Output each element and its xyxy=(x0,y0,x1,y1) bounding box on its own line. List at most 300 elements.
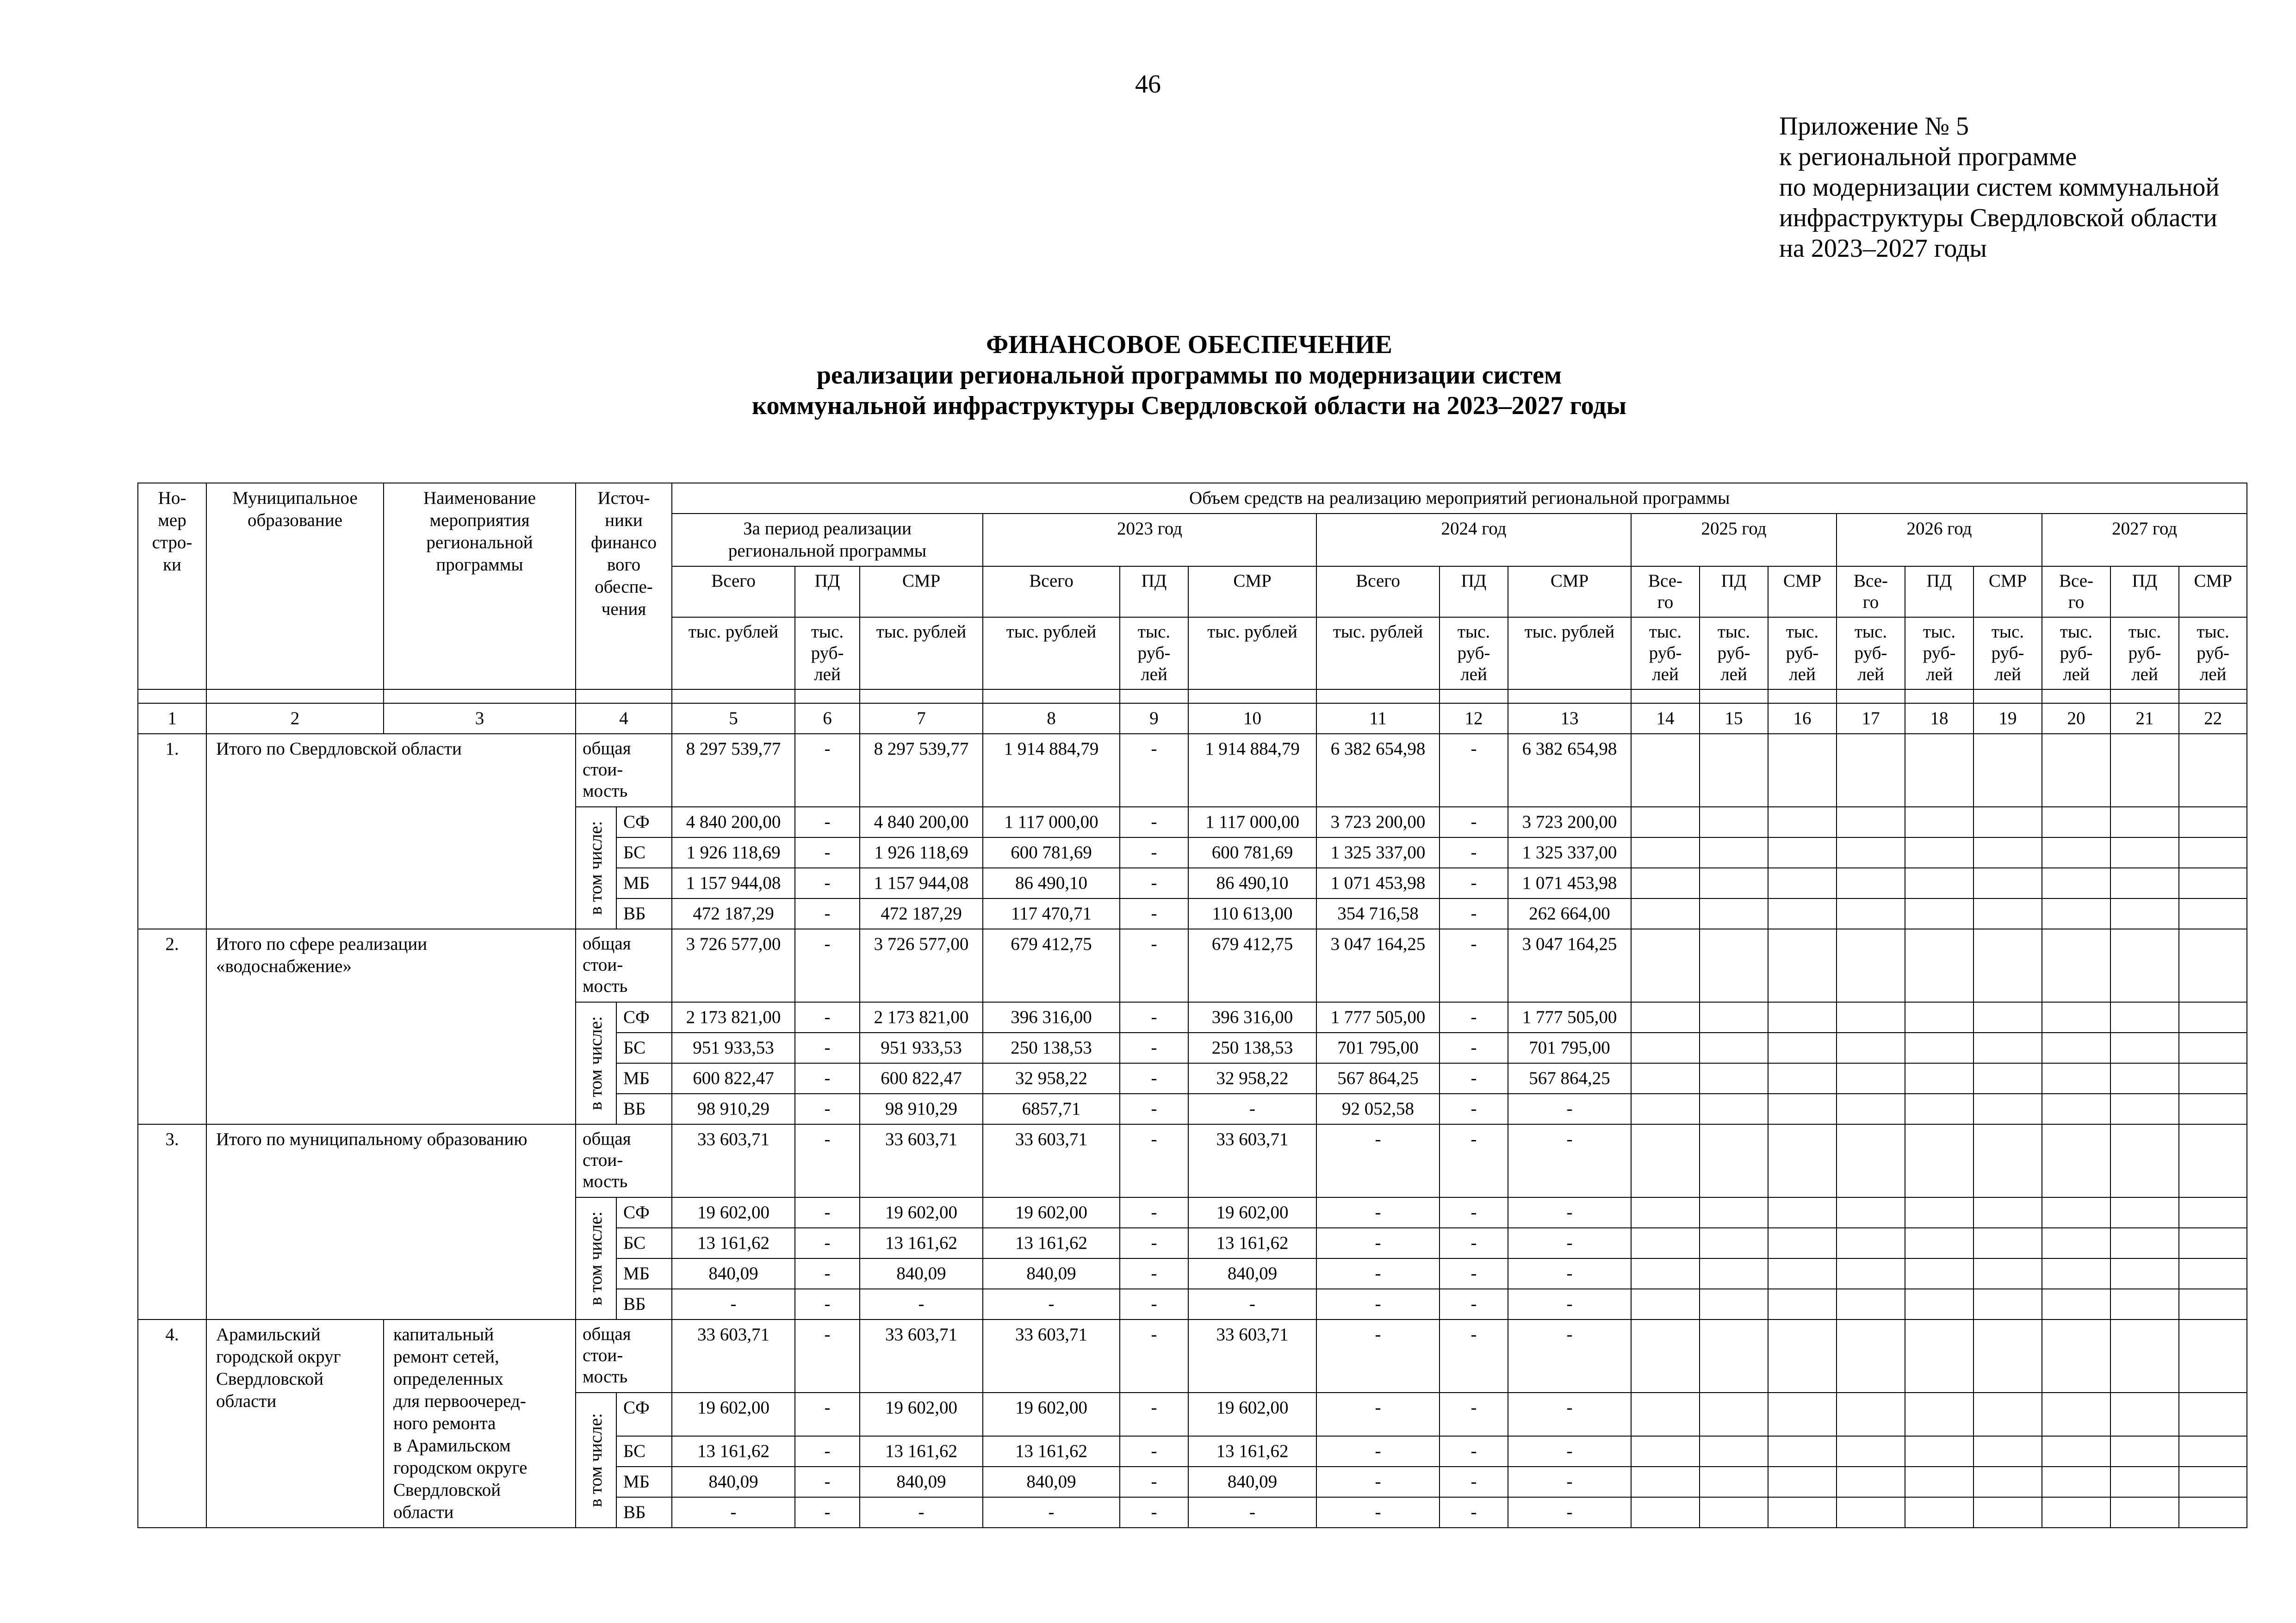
value-cell: - xyxy=(860,1497,983,1528)
header-unit: тыс. рублей xyxy=(983,617,1120,689)
column-number: 16 xyxy=(1768,703,1837,734)
empty-cell xyxy=(1700,898,1768,929)
header-period: 2023 год xyxy=(983,514,1316,566)
value-cell: - xyxy=(1120,1197,1188,1228)
value-cell: - xyxy=(1316,1319,1440,1393)
value-cell: - xyxy=(1440,1258,1508,1289)
empty-cell xyxy=(1905,1197,1973,1228)
value-cell: - xyxy=(795,1124,860,1197)
header-subcolumn: ПД xyxy=(2110,566,2179,617)
column-number: 19 xyxy=(1973,703,2042,734)
value-cell: 32 958,22 xyxy=(1188,1063,1316,1094)
empty-cell xyxy=(1837,1289,1905,1319)
value-cell: - xyxy=(795,1319,860,1393)
separator-cell xyxy=(672,689,795,703)
value-cell: 33 603,71 xyxy=(672,1124,795,1197)
value-cell: 701 795,00 xyxy=(1508,1033,1631,1063)
empty-cell xyxy=(2110,1002,2179,1033)
value-cell: - xyxy=(795,1033,860,1063)
value-cell: 1 926 118,69 xyxy=(860,837,983,868)
empty-cell xyxy=(1700,868,1768,898)
incl-label: в том числе: xyxy=(586,1413,606,1507)
header-subcolumn: ПД xyxy=(1905,566,1973,617)
value-cell: 472 187,29 xyxy=(860,898,983,929)
value-cell: - xyxy=(1188,1289,1316,1319)
empty-cell xyxy=(1631,1467,1700,1497)
header-period: За период реализации региональной программы xyxy=(672,514,983,566)
incl-label-cell xyxy=(576,807,616,929)
empty-cell xyxy=(2179,1124,2247,1197)
value-cell: - xyxy=(860,1289,983,1319)
empty-cell xyxy=(2110,1197,2179,1228)
value-cell: 110 613,00 xyxy=(1188,898,1316,929)
empty-cell xyxy=(1700,1436,1768,1467)
value-cell: 3 723 200,00 xyxy=(1316,807,1440,837)
value-cell: 1 777 505,00 xyxy=(1316,1002,1440,1033)
row-number: 1. xyxy=(138,734,206,929)
empty-cell xyxy=(2110,734,2179,807)
source-total-label: общая стои- мость xyxy=(576,734,672,807)
empty-cell xyxy=(1905,1228,1973,1258)
value-cell: - xyxy=(1440,1289,1508,1319)
value-cell: - xyxy=(795,929,860,1002)
empty-cell xyxy=(1631,1002,1700,1033)
empty-cell xyxy=(2110,1063,2179,1094)
value-cell: 2 173 821,00 xyxy=(860,1002,983,1033)
empty-cell xyxy=(1905,929,1973,1002)
header-subcolumn: СМР xyxy=(1508,566,1631,617)
empty-cell xyxy=(1631,929,1700,1002)
empty-cell xyxy=(1768,807,1837,837)
value-cell: 8 297 539,77 xyxy=(860,734,983,807)
value-cell: - xyxy=(1508,1393,1631,1436)
empty-cell xyxy=(2042,1124,2110,1197)
empty-cell xyxy=(1631,1094,1700,1124)
empty-cell xyxy=(2110,1393,2179,1436)
header-unit: тыс. руб- лей xyxy=(1700,617,1768,689)
empty-cell xyxy=(1700,1319,1768,1393)
empty-cell xyxy=(1768,1094,1837,1124)
empty-cell xyxy=(1973,1319,2042,1393)
separator-cell xyxy=(2042,689,2110,703)
empty-cell xyxy=(1973,898,2042,929)
value-cell: 98 910,29 xyxy=(672,1094,795,1124)
value-cell: 354 716,58 xyxy=(1316,898,1440,929)
empty-cell xyxy=(1837,1393,1905,1436)
value-cell: 840,09 xyxy=(672,1467,795,1497)
empty-cell xyxy=(1973,868,2042,898)
empty-cell xyxy=(1700,1228,1768,1258)
value-cell: 86 490,10 xyxy=(1188,868,1316,898)
value-cell: 250 138,53 xyxy=(1188,1033,1316,1063)
empty-cell xyxy=(1905,1094,1973,1124)
value-cell: - xyxy=(795,1467,860,1497)
value-cell: - xyxy=(1440,898,1508,929)
empty-cell xyxy=(1700,1063,1768,1094)
header-period: 2025 год xyxy=(1631,514,1837,566)
value-cell: 840,09 xyxy=(672,1258,795,1289)
column-number-row xyxy=(138,703,2247,734)
value-cell: 33 603,71 xyxy=(860,1319,983,1393)
empty-cell xyxy=(1973,929,2042,1002)
value-cell: 6857,71 xyxy=(983,1094,1120,1124)
empty-cell xyxy=(1837,1094,1905,1124)
value-cell: 840,09 xyxy=(1188,1258,1316,1289)
value-cell: - xyxy=(1120,929,1188,1002)
source-code: БС xyxy=(616,1436,672,1467)
empty-cell xyxy=(1768,1228,1837,1258)
value-cell: - xyxy=(672,1289,795,1319)
source-code: СФ xyxy=(616,1393,672,1436)
empty-cell xyxy=(2110,1467,2179,1497)
empty-cell xyxy=(2110,1124,2179,1197)
value-cell: 951 933,53 xyxy=(860,1033,983,1063)
value-cell: - xyxy=(1120,1289,1188,1319)
empty-cell xyxy=(1768,1258,1837,1289)
empty-cell xyxy=(1700,1258,1768,1289)
separator-cell xyxy=(1508,689,1631,703)
separator-cell xyxy=(1188,689,1316,703)
source-code: МБ xyxy=(616,1063,672,1094)
value-cell: - xyxy=(1188,1497,1316,1528)
source-code: СФ xyxy=(616,807,672,837)
municipality-name: Арамильский городской округ Свердловской области xyxy=(206,1319,384,1528)
value-cell: - xyxy=(795,868,860,898)
separator-cell xyxy=(1768,689,1837,703)
value-cell: 19 602,00 xyxy=(983,1393,1120,1436)
value-cell: - xyxy=(795,807,860,837)
empty-cell xyxy=(1631,1258,1700,1289)
empty-cell xyxy=(1837,734,1905,807)
appendix-line: Приложение № 5 xyxy=(1779,112,1969,141)
empty-cell xyxy=(1973,1228,2042,1258)
appendix-line: на 2023–2027 годы xyxy=(1779,234,1987,263)
value-cell: - xyxy=(1316,1289,1440,1319)
section-name: Итого по муниципальному образованию xyxy=(206,1124,576,1319)
empty-cell xyxy=(2179,868,2247,898)
header-unit: тыс. рублей xyxy=(1188,617,1316,689)
empty-cell xyxy=(1973,1197,2042,1228)
value-cell: - xyxy=(1316,1197,1440,1228)
header-subcolumn: СМР xyxy=(1973,566,2042,617)
value-cell: - xyxy=(1120,837,1188,868)
empty-cell xyxy=(1768,1319,1837,1393)
value-cell: - xyxy=(1120,1033,1188,1063)
column-number: 4 xyxy=(576,703,672,734)
column-number: 17 xyxy=(1837,703,1905,734)
empty-cell xyxy=(2179,1002,2247,1033)
section-total-row xyxy=(138,734,2247,807)
value-cell: - xyxy=(1120,1393,1188,1436)
empty-cell xyxy=(1837,1002,1905,1033)
empty-cell xyxy=(1973,837,2042,868)
value-cell: 600 822,47 xyxy=(860,1063,983,1094)
separator-cell xyxy=(795,689,860,703)
value-cell: - xyxy=(1440,1497,1508,1528)
value-cell: - xyxy=(795,1197,860,1228)
header-unit: тыс. рублей xyxy=(1508,617,1631,689)
event-name: капитальный ремонт сетей, определенных для первоочеред- ного ремонта в Арамильском городском округе Свердловской области xyxy=(384,1319,576,1528)
header-subcolumn: Все- го xyxy=(1837,566,1905,617)
empty-cell xyxy=(2179,1228,2247,1258)
value-cell: 1 071 453,98 xyxy=(1316,868,1440,898)
empty-cell xyxy=(1631,837,1700,868)
empty-cell xyxy=(1768,929,1837,1002)
empty-cell xyxy=(2042,1063,2110,1094)
separator-cell xyxy=(1700,689,1768,703)
column-number: 20 xyxy=(2042,703,2110,734)
column-number: 7 xyxy=(860,703,983,734)
empty-cell xyxy=(1631,1289,1700,1319)
empty-cell xyxy=(2179,1063,2247,1094)
value-cell: - xyxy=(795,1002,860,1033)
source-code: БС xyxy=(616,1228,672,1258)
value-cell: 3 723 200,00 xyxy=(1508,807,1631,837)
empty-cell xyxy=(2110,837,2179,868)
title-line: реализации региональной программы по модернизации систем xyxy=(816,361,1562,390)
value-cell: - xyxy=(795,1393,860,1436)
empty-cell xyxy=(1905,1124,1973,1197)
empty-cell xyxy=(2179,837,2247,868)
column-number: 12 xyxy=(1440,703,1508,734)
header-subcolumn: Всего xyxy=(983,566,1120,617)
value-cell: - xyxy=(1120,1124,1188,1197)
empty-cell xyxy=(2042,1197,2110,1228)
value-cell: - xyxy=(795,1258,860,1289)
value-cell: 840,09 xyxy=(983,1467,1120,1497)
value-cell: - xyxy=(1508,1258,1631,1289)
empty-cell xyxy=(1905,1289,1973,1319)
empty-cell xyxy=(1973,1497,2042,1528)
empty-cell xyxy=(1905,1258,1973,1289)
empty-cell xyxy=(2042,734,2110,807)
empty-cell xyxy=(1837,1033,1905,1063)
source-code: ВБ xyxy=(616,1289,672,1319)
empty-cell xyxy=(2179,1497,2247,1528)
column-number: 10 xyxy=(1188,703,1316,734)
empty-cell xyxy=(2042,868,2110,898)
value-cell: 679 412,75 xyxy=(1188,929,1316,1002)
value-cell: 1 914 884,79 xyxy=(983,734,1120,807)
value-cell: - xyxy=(1440,1197,1508,1228)
value-cell: 396 316,00 xyxy=(1188,1002,1316,1033)
value-cell: - xyxy=(795,1289,860,1319)
header-period: 2026 год xyxy=(1837,514,2042,566)
empty-cell xyxy=(1905,1393,1973,1436)
source-code: МБ xyxy=(616,1467,672,1497)
empty-cell xyxy=(2042,1467,2110,1497)
empty-cell xyxy=(2042,1497,2110,1528)
value-cell: - xyxy=(1440,929,1508,1002)
empty-cell xyxy=(1768,1289,1837,1319)
title-line: коммунальной инфраструктуры Свердловской области на 2023–2027 годы xyxy=(751,391,1627,420)
value-cell: - xyxy=(1316,1393,1440,1436)
empty-cell xyxy=(2179,1033,2247,1063)
separator-cell xyxy=(138,689,206,703)
header-volume: Объем средств на реализацию мероприятий региональной программы xyxy=(672,483,2247,514)
empty-cell xyxy=(2042,1258,2110,1289)
value-cell: 1 071 453,98 xyxy=(1508,868,1631,898)
empty-cell xyxy=(1837,1063,1905,1094)
value-cell: - xyxy=(795,1436,860,1467)
empty-cell xyxy=(1768,1063,1837,1094)
empty-cell xyxy=(2110,1033,2179,1063)
value-cell: 86 490,10 xyxy=(983,868,1120,898)
header-unit: тыс. руб- лей xyxy=(795,617,860,689)
column-number: 13 xyxy=(1508,703,1631,734)
empty-cell xyxy=(1905,734,1973,807)
appendix-line: к региональной программе xyxy=(1779,142,2077,171)
title-line: ФИНАНСОВОЕ ОБЕСПЕЧЕНИЕ xyxy=(986,330,1392,359)
value-cell: - xyxy=(1508,1094,1631,1124)
separator-cell xyxy=(2110,689,2179,703)
empty-cell xyxy=(2042,1319,2110,1393)
value-cell: - xyxy=(795,898,860,929)
empty-cell xyxy=(1700,1393,1768,1436)
empty-cell xyxy=(1768,1497,1837,1528)
value-cell: 4 840 200,00 xyxy=(860,807,983,837)
value-cell: - xyxy=(1120,1002,1188,1033)
column-number: 5 xyxy=(672,703,795,734)
value-cell: 33 603,71 xyxy=(1188,1319,1316,1393)
value-cell: 396 316,00 xyxy=(983,1002,1120,1033)
section-total-row xyxy=(138,929,2247,1002)
section-name: Итого по Свердловской области xyxy=(206,734,576,929)
empty-cell xyxy=(2042,929,2110,1002)
source-code: МБ xyxy=(616,868,672,898)
value-cell: - xyxy=(983,1289,1120,1319)
source-code: МБ xyxy=(616,1258,672,1289)
empty-cell xyxy=(2179,1467,2247,1497)
empty-cell xyxy=(1837,1436,1905,1467)
value-cell: 840,09 xyxy=(860,1258,983,1289)
empty-cell xyxy=(1837,929,1905,1002)
header-unit: тыс. руб- лей xyxy=(1837,617,1905,689)
incl-label: в том числе: xyxy=(586,821,606,915)
value-cell: 19 602,00 xyxy=(983,1197,1120,1228)
value-cell: 600 822,47 xyxy=(672,1063,795,1094)
empty-cell xyxy=(1768,1033,1837,1063)
column-number: 22 xyxy=(2179,703,2247,734)
header-subcolumn: СМР xyxy=(1768,566,1837,617)
value-cell: 1 325 337,00 xyxy=(1508,837,1631,868)
empty-cell xyxy=(1700,837,1768,868)
header-unit: тыс. рублей xyxy=(672,617,795,689)
value-cell: 679 412,75 xyxy=(983,929,1120,1002)
incl-label-cell xyxy=(576,1002,616,1124)
empty-cell xyxy=(1700,1002,1768,1033)
separator-cell xyxy=(206,689,384,703)
header-subcolumn: СМР xyxy=(1188,566,1316,617)
empty-cell xyxy=(1905,1063,1973,1094)
empty-cell xyxy=(1905,837,1973,868)
value-cell: 951 933,53 xyxy=(672,1033,795,1063)
value-cell: 13 161,62 xyxy=(672,1436,795,1467)
value-cell: - xyxy=(672,1497,795,1528)
value-cell: 600 781,69 xyxy=(1188,837,1316,868)
separator-cell xyxy=(1837,689,1905,703)
value-cell: - xyxy=(1508,1467,1631,1497)
value-cell: 19 602,00 xyxy=(860,1393,983,1436)
section-total-row xyxy=(138,1124,2247,1197)
empty-cell xyxy=(1973,1063,2042,1094)
page-number: 46 xyxy=(1135,70,1161,99)
source-code: ВБ xyxy=(616,1094,672,1124)
source-total-label: общая стои- мость xyxy=(576,1319,672,1393)
empty-cell xyxy=(1837,1467,1905,1497)
value-cell: - xyxy=(1440,1002,1508,1033)
value-cell: 98 910,29 xyxy=(860,1094,983,1124)
value-cell: - xyxy=(1440,1393,1508,1436)
empty-cell xyxy=(1973,1124,2042,1197)
header-subcolumn: ПД xyxy=(1700,566,1768,617)
document-title xyxy=(0,329,2296,421)
value-cell: 19 602,00 xyxy=(672,1197,795,1228)
value-cell: 13 161,62 xyxy=(672,1228,795,1258)
section-name: Итого по сфере реализации «водоснабжение» xyxy=(206,929,576,1124)
header-subcolumn: Всего xyxy=(672,566,795,617)
value-cell: 13 161,62 xyxy=(983,1436,1120,1467)
empty-cell xyxy=(2110,1258,2179,1289)
value-cell: 19 602,00 xyxy=(1188,1393,1316,1436)
separator-cell xyxy=(1905,689,1973,703)
value-cell: - xyxy=(1120,1258,1188,1289)
empty-cell xyxy=(1768,898,1837,929)
empty-cell xyxy=(2042,1033,2110,1063)
empty-cell xyxy=(1700,1033,1768,1063)
empty-cell xyxy=(1837,1319,1905,1393)
header-unit: тыс. руб- лей xyxy=(1120,617,1188,689)
value-cell: 1 117 000,00 xyxy=(983,807,1120,837)
empty-cell xyxy=(1700,1497,1768,1528)
value-cell: - xyxy=(983,1497,1120,1528)
value-cell: 3 047 164,25 xyxy=(1508,929,1631,1002)
value-cell: 567 864,25 xyxy=(1316,1063,1440,1094)
empty-cell xyxy=(2179,898,2247,929)
empty-cell xyxy=(2179,1393,2247,1436)
empty-cell xyxy=(1631,1124,1700,1197)
empty-cell xyxy=(1631,1063,1700,1094)
incl-label-cell xyxy=(576,1197,616,1319)
empty-cell xyxy=(2110,1094,2179,1124)
value-cell: 8 297 539,77 xyxy=(672,734,795,807)
empty-cell xyxy=(1837,898,1905,929)
column-number: 14 xyxy=(1631,703,1700,734)
empty-cell xyxy=(1631,734,1700,807)
empty-cell xyxy=(1905,807,1973,837)
empty-cell xyxy=(1768,1436,1837,1467)
header-period: 2027 год xyxy=(2042,514,2247,566)
value-cell: 6 382 654,98 xyxy=(1508,734,1631,807)
value-cell: - xyxy=(1440,1094,1508,1124)
value-cell: - xyxy=(1508,1124,1631,1197)
column-number: 18 xyxy=(1905,703,1973,734)
empty-cell xyxy=(1973,734,2042,807)
column-number: 21 xyxy=(2110,703,2179,734)
value-cell: 117 470,71 xyxy=(983,898,1120,929)
separator-cell xyxy=(860,689,983,703)
value-cell: 13 161,62 xyxy=(983,1228,1120,1258)
value-cell: 567 864,25 xyxy=(1508,1063,1631,1094)
empty-cell xyxy=(2042,1289,2110,1319)
empty-cell xyxy=(1905,1319,1973,1393)
value-cell: - xyxy=(1440,734,1508,807)
value-cell: - xyxy=(1120,807,1188,837)
empty-cell xyxy=(2110,807,2179,837)
header-unit: тыс. рублей xyxy=(860,617,983,689)
value-cell: 840,09 xyxy=(1188,1467,1316,1497)
source-code: СФ xyxy=(616,1002,672,1033)
